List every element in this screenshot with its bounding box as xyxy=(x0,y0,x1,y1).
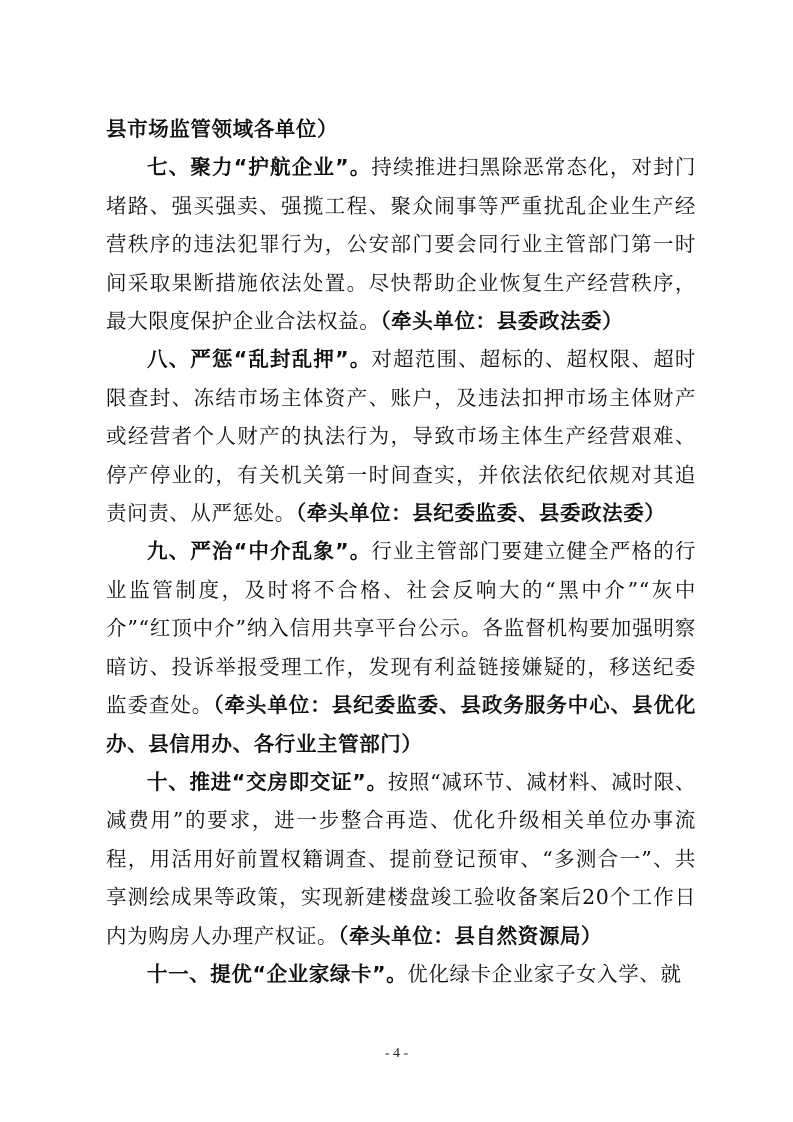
bold-text: （牵头单位：县委政法委） xyxy=(380,309,624,334)
body-text xyxy=(106,110,696,993)
bold-text: 县市场监管领域各单位） xyxy=(106,117,339,141)
body-text-run: 对超范围、超标的、超权限、超时限查封、冻结市场主体资产、账户，及违法扣押市场主体财产或经营者个人财产的执法行为，导致市场主体生产经营艰难、停产停业的，有关机关第一时间查实，并依法依纪依规对其追责问责、从严惩处。 xyxy=(106,347,696,526)
bold-text: 十、推进“交房即交证”。 xyxy=(147,769,388,794)
paragraph xyxy=(106,955,696,993)
body-text-run: 行业主管部门要建立健全严格的行业监管制度，及时将不合格、社会反响大的“黑中介”“灰中介”“红顶中介”纳入信用共享平台公示。各监督机构要加强明察暗访、投诉举报受理工作，发现有利益链接嫌疑的，移送纪委监委查处。 xyxy=(106,539,696,718)
paragraph xyxy=(106,148,696,340)
bold-text: （牵头单位：县纪委监委、县委政法委） xyxy=(295,501,666,526)
body-text-run: 优化绿卡企业家子女入学、就 xyxy=(407,961,682,986)
paragraph xyxy=(106,763,696,955)
body-text-run: 持续推进扫黑除恶常态化，对封门堵路、强买强卖、强揽工程、聚众闹事等严重扰乱企业生产经营秩序的违法犯罪行为，公安部门要会同行业主管部门第一时间采取果断措施依法处置。尽快帮助企业恢复生产经营秩序，最大限度保护企业合法权益。 xyxy=(106,155,696,334)
page-number: - 4 - xyxy=(384,1046,409,1061)
bold-text: 八、严惩“乱封乱押”。 xyxy=(147,347,372,372)
bold-text: 十一、提优“企业家绿卡”。 xyxy=(147,961,408,986)
bold-text: （牵头单位：县纪委监委、县政务服务中心、县优化办、县信用办、各行业主管部门） xyxy=(106,693,696,756)
paragraph xyxy=(106,532,696,762)
paragraph xyxy=(106,340,696,532)
paragraph xyxy=(106,110,696,148)
body-text-run: 按照“减环节、减材料、减时限、减费用”的要求，进一步整合再造、优化升级相关单位办事流程，用活用好前置权籍调查、提前登记预审、“多测合一”、共享测绘成果等政策，实现新建楼盘竣工验收备案后20个工作日内为购房人办理产权证。 xyxy=(106,769,696,948)
bold-text: 九、严治“中介乱象”。 xyxy=(147,539,372,564)
bold-text: （牵头单位：县自然资源局） xyxy=(338,923,603,948)
bold-text: 七、聚力“护航企业”。 xyxy=(147,155,372,180)
